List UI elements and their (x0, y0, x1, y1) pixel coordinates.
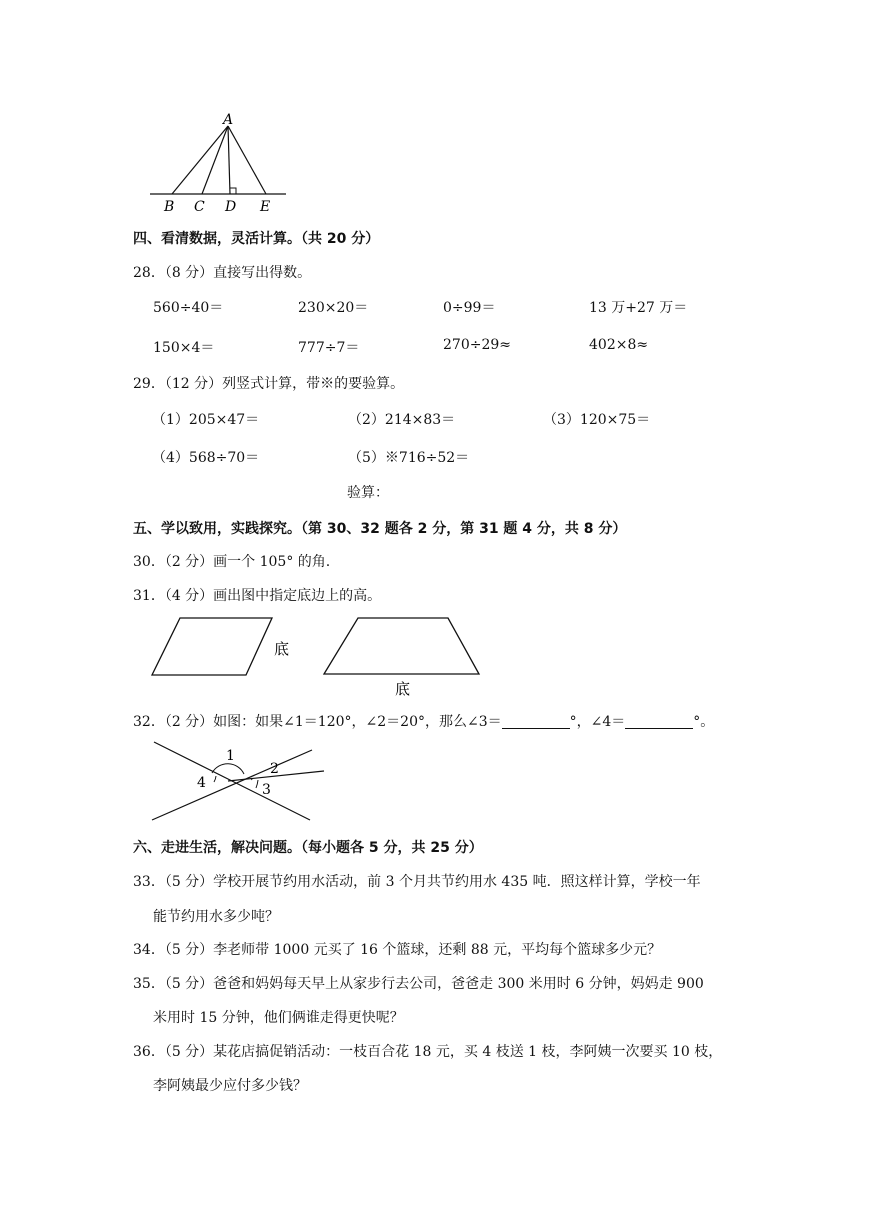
question-33-line-1: 33．（5 分）学校开展节约用水活动，前 3 个月共节约用水 435 吨．照这样计算，学校一年 (133, 874, 701, 890)
calc-item: 230×20＝ (298, 300, 369, 316)
vertical-calc-item: （4）568÷70＝ (152, 450, 260, 466)
point-label-a: A (223, 112, 234, 128)
angle-label-4: 4 (197, 775, 206, 791)
vertical-calc-item: （5）※716÷52＝ (348, 450, 470, 466)
angle-label-1: 1 (226, 748, 235, 764)
angle-label-3: 3 (262, 782, 271, 798)
question-32-mid: °，∠4＝ (569, 714, 626, 730)
question-29-prompt: 29．（12 分）列竖式计算，带※的要验算。 (133, 376, 405, 392)
vertical-calc-item: （2）214×83＝ (348, 412, 456, 428)
parallelogram-figure (148, 612, 308, 684)
section-heading-5: 五、学以致用，实践探究。（第 30、32 题各 2 分，第 31 题 4 分，共 8 分） (133, 521, 627, 537)
calc-item: 560÷40＝ (153, 300, 224, 316)
question-33-line-2: 能节约用水多少吨？ (153, 909, 279, 925)
calc-item: 402×8≈ (589, 337, 649, 353)
point-label-e: E (260, 199, 271, 215)
triangle-figure (148, 108, 288, 216)
question-34: 34．（5 分）李老师带 1000 元买了 16 个篮球，还剩 88 元，平均每个篮球多少元？ (133, 942, 662, 958)
calc-item: 777÷7＝ (298, 340, 360, 356)
question-31: 31．（4 分）画出图中指定底边上的高。 (133, 588, 382, 604)
check-label: 验算： (347, 485, 389, 501)
angle-label-2: 2 (270, 761, 279, 777)
vertical-calc-item: （3）120×75＝ (543, 412, 651, 428)
point-label-c: C (194, 199, 205, 215)
point-label-b: B (164, 199, 175, 215)
section-heading-6: 六、走进生活，解决问题。（每小题各 5 分，共 25 分） (133, 840, 483, 856)
point-label-d: D (225, 199, 237, 215)
angle-4-blank[interactable] (625, 714, 693, 729)
question-35-line-2: 米用时 15 分钟，他们俩谁走得更快呢？ (153, 1010, 404, 1026)
angles-figure (148, 738, 328, 824)
question-32 (133, 711, 714, 731)
question-36-line-1: 36．（5 分）某花店搞促销活动：一枝百合花 18 元，买 4 枝送 1 枝，李阿姨一次要买 10 枝， (133, 1044, 723, 1060)
question-32-suffix: °。 (693, 714, 715, 730)
question-30: 30．（2 分）画一个 105° 的角. (133, 554, 331, 570)
trapezoid-figure (318, 612, 488, 700)
vertical-calc-item: （1）205×47＝ (152, 412, 260, 428)
calc-item: 0÷99＝ (443, 300, 496, 316)
calc-item: 270÷29≈ (443, 337, 511, 353)
question-35-line-1: 35．（5 分）爸爸和妈妈每天早上从家步行去公司，爸爸走 300 米用时 6 分钟，妈妈走 900 (133, 976, 704, 992)
section-heading-4: 四、看清数据，灵活计算。（共 20 分） (133, 231, 380, 247)
question-28-prompt: 28．（8 分）直接写出得数。 (133, 265, 312, 281)
angle-3-blank[interactable] (502, 714, 570, 729)
calc-item: 13 万+27 万＝ (589, 300, 688, 316)
question-36-line-2: 李阿姨最少应付多少钱？ (153, 1078, 307, 1094)
calc-item: 150×4＝ (153, 340, 215, 356)
trapezoid-base-label: 底 (395, 680, 411, 698)
question-32-prefix: 32．（2 分）如图：如果∠1＝120°，∠2＝20°，那么∠3＝ (133, 714, 502, 730)
parallelogram-base-label: 底 (274, 640, 290, 658)
